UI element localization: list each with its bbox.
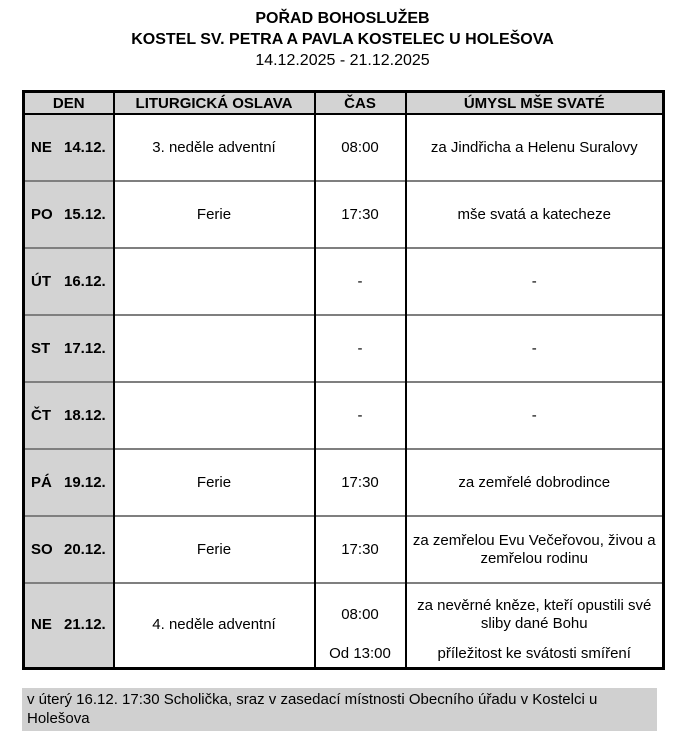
celebration-cell: 4. neděle adventní [114, 583, 315, 668]
day-cell [24, 583, 114, 668]
day-date: 18.12. [64, 406, 106, 424]
day-date: 16.12. [64, 272, 106, 290]
column-header-cas: ČAS [315, 92, 406, 115]
celebration-cell: 3. neděle adventní [114, 114, 315, 181]
schedule-table-body [24, 114, 664, 668]
intention-cell: - [406, 315, 664, 382]
day-cell [24, 315, 114, 382]
column-header-liturgicka-oslava: LITURGICKÁ OSLAVA [114, 92, 315, 115]
church-name: KOSTEL SV. PETRA A PAVLA KOSTELEC U HOLEŠOVA [131, 31, 554, 48]
intention-cell: za zemřelé dobrodince [406, 449, 664, 516]
day-cell [24, 181, 114, 248]
time-cell [315, 583, 406, 668]
day-date: 21.12. [64, 616, 106, 634]
celebration-cell: Ferie [114, 449, 315, 516]
day-abbrev: PO [31, 205, 53, 223]
column-header-den: DEN [24, 92, 114, 115]
celebration-cell [114, 382, 315, 449]
table-header-row [24, 92, 664, 115]
table-row [24, 248, 664, 315]
time-cell: 17:30 [315, 181, 406, 248]
day-cell [24, 449, 114, 516]
table-row [24, 516, 664, 583]
table-row [24, 382, 664, 449]
day-abbrev: NE [31, 616, 52, 634]
day-date: 14.12. [64, 138, 106, 156]
time-cell: 17:30 [315, 516, 406, 583]
time-value-2: Od 13:00 [329, 644, 391, 662]
intention-cell: za zemřelou Evu Večeřovou, živou a zemřelou rodinu [406, 516, 664, 583]
time-cell: - [315, 382, 406, 449]
celebration-cell: Ferie [114, 516, 315, 583]
day-cell [24, 248, 114, 315]
page-title: POŘAD BOHOSLUŽEB [255, 10, 430, 27]
table-row [24, 114, 664, 181]
table-row [24, 583, 664, 668]
day-cell [24, 114, 114, 181]
celebration-cell: Ferie [114, 181, 315, 248]
celebration-cell [114, 248, 315, 315]
day-abbrev: ÚT [31, 272, 51, 290]
intention-cell [406, 583, 664, 668]
table-row [24, 181, 664, 248]
intention-value: za nevěrné kněze, kteří opustili své sliby dané Bohu [417, 596, 652, 632]
day-cell [24, 516, 114, 583]
day-date: 20.12. [64, 540, 106, 558]
intention-cell: mše svatá a katecheze [406, 181, 664, 248]
footer-note: v úterý 16.12. 17:30 Scholička, sraz v zasedací místnosti Obecního úřadu v Kostelci u Holešova [22, 688, 657, 731]
day-abbrev: PÁ [31, 473, 52, 491]
time-cell: - [315, 248, 406, 315]
date-range: 14.12.2025 - 21.12.2025 [255, 52, 430, 69]
column-header-umysl-mse-svate: ÚMYSL MŠE SVATÉ [406, 92, 664, 115]
day-abbrev: SO [31, 540, 53, 558]
day-abbrev: NE [31, 138, 52, 156]
schedule-table [22, 90, 665, 670]
celebration-cell [114, 315, 315, 382]
time-cell: - [315, 315, 406, 382]
intention-cell: - [406, 248, 664, 315]
time-value: 08:00 [341, 605, 379, 623]
table-row [24, 315, 664, 382]
time-cell: 08:00 [315, 114, 406, 181]
title-block [0, 0, 685, 71]
intention-cell: za Jindřicha a Helenu Suralovy [406, 114, 664, 181]
intention-cell: - [406, 382, 664, 449]
day-abbrev: ČT [31, 406, 51, 424]
day-date: 15.12. [64, 205, 106, 223]
table-row [24, 449, 664, 516]
time-cell: 17:30 [315, 449, 406, 516]
intention-value-2: příležitost ke svátosti smíření [437, 644, 631, 662]
day-date: 17.12. [64, 339, 106, 357]
day-date: 19.12. [64, 473, 106, 491]
day-cell [24, 382, 114, 449]
day-abbrev: ST [31, 339, 51, 357]
